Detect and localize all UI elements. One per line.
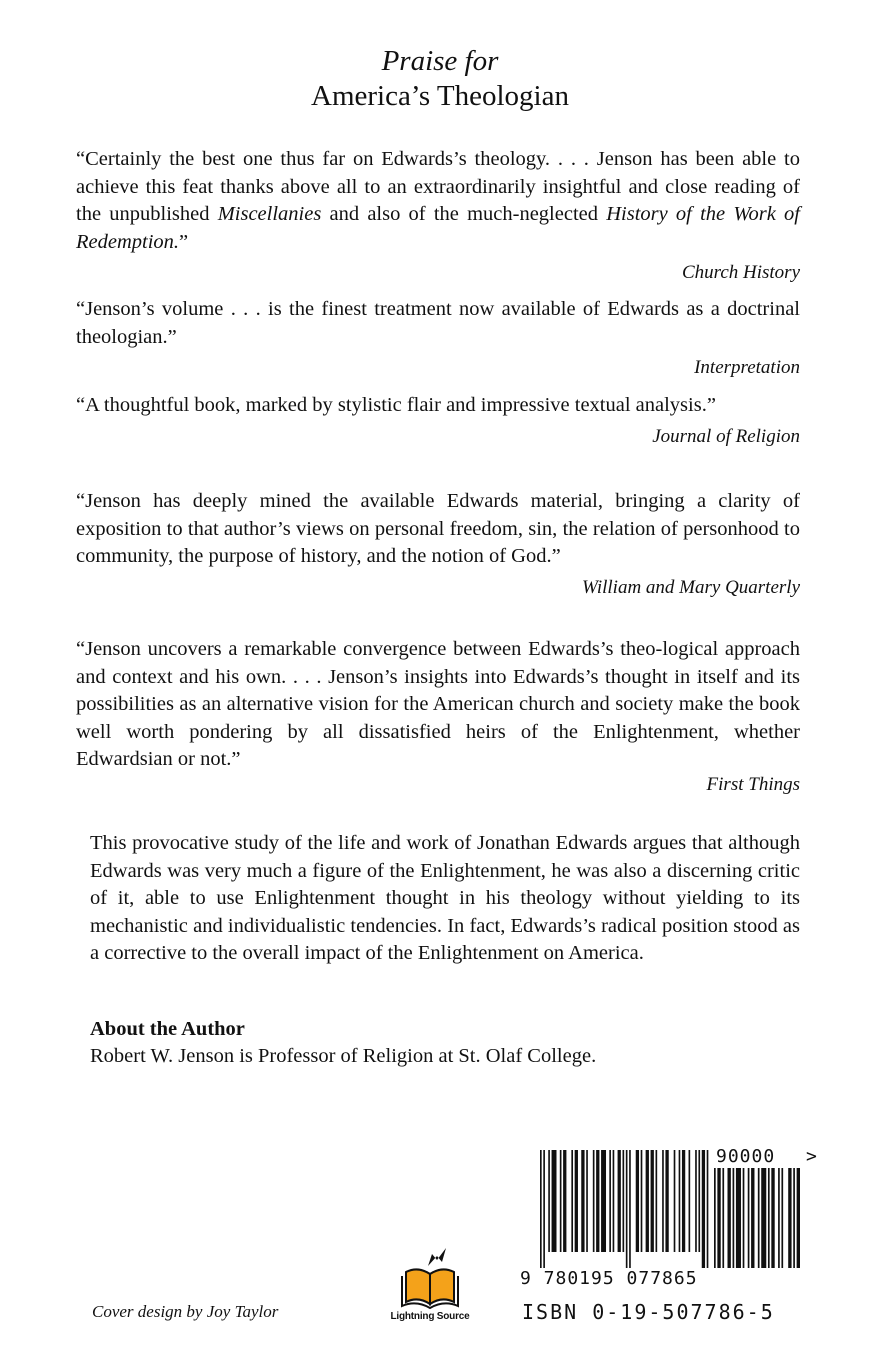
barcode-bar: [761, 1168, 766, 1268]
barcode-bar: [641, 1150, 643, 1252]
review-journal-of-religion: [76, 392, 800, 450]
barcode-bar: [548, 1150, 550, 1252]
barcode-bar: [768, 1168, 770, 1268]
barcode-bar: [560, 1150, 562, 1252]
barcode-bar: [601, 1150, 606, 1252]
barcode-bar: [575, 1150, 578, 1252]
barcode-bar: [665, 1150, 668, 1252]
praise-heading: Praise for: [381, 45, 499, 77]
isbn-barcode: [540, 1150, 710, 1268]
barcode-bar: [586, 1150, 588, 1252]
review-source: William and Mary Quarterly: [582, 576, 800, 598]
barcode-bar: [788, 1168, 791, 1268]
barcode-bar: [748, 1168, 750, 1268]
lightning-source-logo: [382, 1244, 478, 1324]
barcode-bar: [743, 1168, 745, 1268]
barcode-bar: [651, 1150, 654, 1252]
logo-label: Lightning Source: [390, 1311, 470, 1322]
review-quote: “Jenson uncovers a remarkable convergence between Edwards’s theo-logical approach and context and his own. . . . Jenson’s insights into Edwards’s thought in itself and its possibilities as an alternative vision for the American church and society make the book well worth pondering by all dissatisfied heirs of the Enlightenment, whether Edwardsian or not.”: [76, 638, 800, 770]
barcode-bar: [596, 1150, 599, 1252]
barcode-bar: [707, 1150, 709, 1268]
barcode-bar: [662, 1150, 664, 1252]
review-church-history: [76, 146, 800, 286]
review-quote: “Jenson’s volume . . . is the finest treatment now available of Edwards as a doctrinal theologian.”: [76, 298, 800, 348]
barcode-bar: [613, 1150, 615, 1252]
barcode-bar: [736, 1168, 741, 1268]
review-source: Church History: [681, 262, 800, 283]
review-william-mary: [76, 488, 800, 601]
review-quote: “Jenson has deeply mined the available Edwards material, bringing a clarity of exposition to that author’s views on personal freedom, sin, the relation of personhood to community, the purpose of history, and the notion of God.”: [76, 490, 800, 567]
book-description: This provocative study of the life and work of Jonathan Edwards argues that although Edwards was very much a figure of the Enlightenment, he was also a discerning critic of it, able to use Enlightenment thought in his theology without yielding to its mechanistic and individualistic tendencies. In fact, Edwards’s radical position stood as a corrective to the overall impact of the Enlightenment on America.: [90, 832, 800, 964]
barcode-bar: [717, 1168, 720, 1268]
barcode-bar: [629, 1150, 631, 1268]
barcode-bar: [626, 1150, 628, 1268]
barcode-bar: [552, 1150, 557, 1252]
review-source: Interpretation: [694, 357, 800, 378]
barcode-bar: [674, 1150, 676, 1252]
about-author-heading: About the Author: [90, 1018, 245, 1040]
barcode-bar: [623, 1150, 625, 1252]
review-interpretation: [76, 296, 800, 381]
barcode-bar: [727, 1168, 730, 1268]
addon-arrow: >: [806, 1146, 817, 1167]
about-author: [90, 1016, 800, 1070]
isbn-text: ISBN 0-19-507786-5: [522, 1300, 775, 1324]
barcode-bar: [797, 1168, 800, 1268]
barcode-bar: [781, 1168, 783, 1268]
review-quote: “A thoughtful book, marked by stylistic flair and impressive textual analysis.”: [76, 394, 716, 416]
barcode-bar: [682, 1150, 685, 1252]
review-source: First Things: [706, 773, 800, 795]
book-title: America’s Theologian: [311, 80, 569, 112]
barcode-bar: [793, 1168, 795, 1268]
barcode-bar: [751, 1168, 754, 1268]
ean-digits: 9 780195 077865: [520, 1268, 698, 1289]
review-quote: “Certainly the best one thus far on Edwards’s theology. . . . Jenson has been able to achieve this feat thanks above all to an extraordinarily insightful and close reading of the unpublished Miscellanies and also of the much-neglected History of the Work of Redemption.”: [76, 148, 801, 253]
title-block: [0, 44, 880, 114]
barcode-bar: [695, 1150, 697, 1252]
open-book-icon: [382, 1244, 478, 1310]
barcode-bar: [543, 1150, 545, 1268]
barcode-bar: [540, 1150, 542, 1268]
addon-digits: 90000: [716, 1146, 776, 1167]
barcode-bar: [733, 1168, 735, 1268]
review-source: Journal of Religion: [652, 425, 800, 447]
about-author-text: Robert W. Jenson is Professor of Religion at St. Olaf College.: [90, 1045, 597, 1067]
cover-design-credit: Cover design by Joy Taylor: [92, 1302, 279, 1321]
barcode-bar: [771, 1168, 774, 1268]
barcode-bar: [581, 1150, 584, 1252]
barcode-bar: [758, 1168, 760, 1268]
price-addon-barcode: [714, 1168, 800, 1268]
barcode-bar: [571, 1150, 573, 1252]
barcode-bar: [618, 1150, 621, 1252]
barcode-bar: [646, 1150, 649, 1252]
barcode-bar: [702, 1150, 705, 1268]
review-first-things: [76, 636, 800, 798]
barcode-bar: [593, 1150, 595, 1252]
barcode-bar: [689, 1150, 691, 1252]
barcode-bar: [698, 1150, 700, 1252]
barcode-bar: [778, 1168, 780, 1268]
barcode-bar: [636, 1150, 639, 1252]
barcode-bar: [722, 1168, 724, 1268]
barcode-bar: [714, 1168, 716, 1268]
barcode-bar: [656, 1150, 658, 1252]
barcode-bar: [563, 1150, 566, 1252]
barcode-bar: [609, 1150, 611, 1252]
barcode-bar: [679, 1150, 681, 1252]
